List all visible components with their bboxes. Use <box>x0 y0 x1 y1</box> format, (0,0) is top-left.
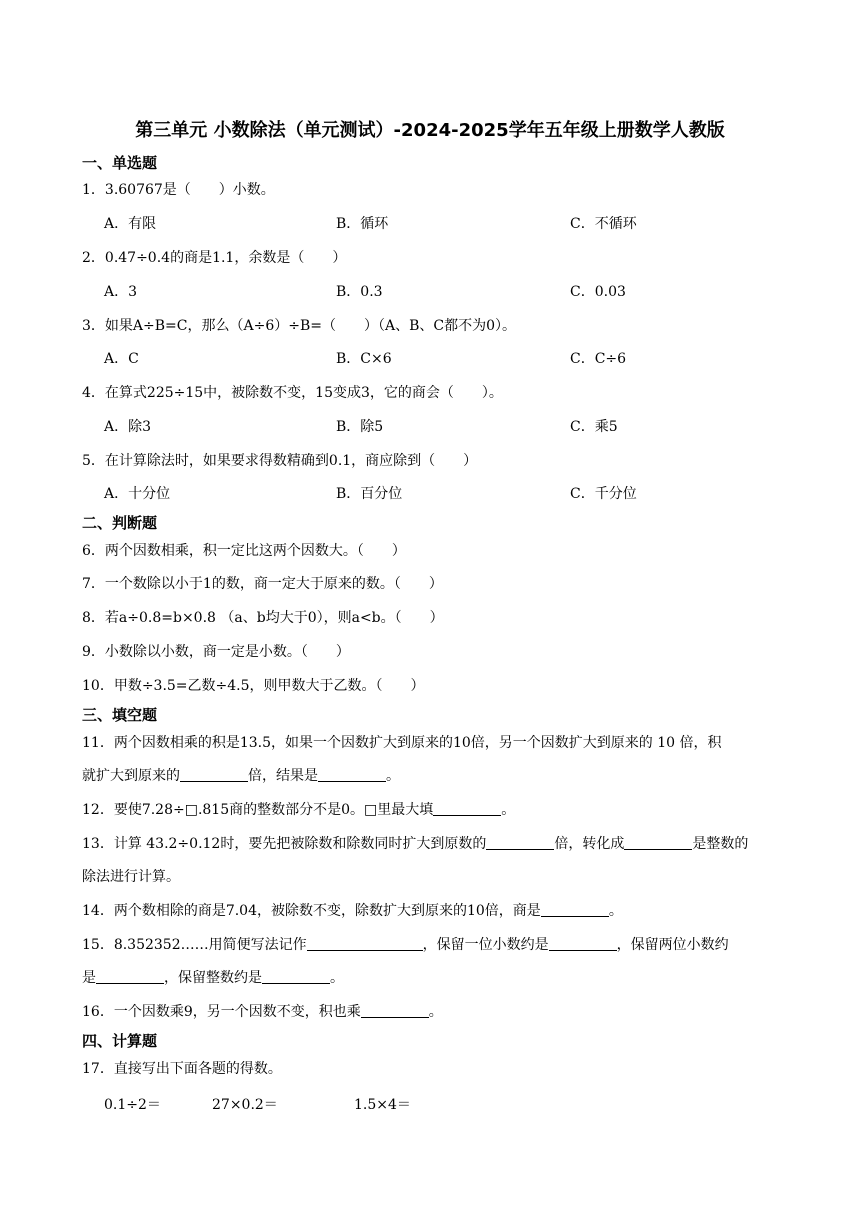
answer-blank[interactable] <box>180 767 248 782</box>
question-11-line-1: 11．两个因数相乘的积是13.5，如果一个因数扩大到原来的10倍，另一个因数扩大到原来的 10 倍，积 <box>82 735 722 751</box>
section-heading-single-choice: 一、单选题 <box>82 154 158 172</box>
q4-option-b: B．除5 <box>336 419 384 435</box>
answer-blank[interactable] <box>541 902 609 917</box>
question-12 <box>82 800 515 820</box>
q17-expression-3: 1.5×4＝ <box>354 1097 411 1113</box>
question-11-line-2 <box>82 766 400 786</box>
q3-option-a: A．C <box>104 351 139 367</box>
q1-option-c: C．不循环 <box>570 216 637 232</box>
q16-end: 。 <box>428 1004 443 1020</box>
q14-text: 14．两个数相除的商是7.04，被除数不变，除数扩大到原来的10倍，商是 <box>82 903 541 919</box>
question-14 <box>82 901 623 921</box>
question-1: 1．3.60767是（ ）小数。 <box>82 182 275 198</box>
answer-blank[interactable] <box>307 936 423 951</box>
section-heading-calculation: 四、计算题 <box>82 1032 158 1050</box>
q2-option-c: C．0.03 <box>570 284 626 300</box>
answer-blank[interactable] <box>433 801 501 816</box>
question-15-line-1 <box>82 935 729 955</box>
question-3: 3．如果A÷B=C，那么（A÷6）÷B=（ ）（A、B、C都不为0）。 <box>82 318 516 334</box>
question-5: 5．在计算除法时，如果要求得数精确到0.1，商应除到（ ） <box>82 453 478 469</box>
q15-text-f: 。 <box>330 970 344 986</box>
q11-text-c: 。 <box>386 768 400 784</box>
answer-blank[interactable] <box>549 936 617 951</box>
q14-end: 。 <box>608 903 623 919</box>
q1-option-a: A．有限 <box>104 216 157 232</box>
q4-option-c: C．乘5 <box>570 419 618 435</box>
question-7: 7．一个数除以小于1的数，商一定大于原来的数。（ ） <box>82 576 443 592</box>
q13-text-b: 倍，转化成 <box>554 836 625 852</box>
q15-text-a: 15．8.352352……用简便写法记作 <box>82 937 307 953</box>
q11-text-b: 倍，结果是 <box>248 768 318 784</box>
question-8: 8．若a÷0.8=b×0.8 （a、b均大于0），则a<b。（ ） <box>82 610 444 626</box>
q12-end: 。 <box>501 802 516 818</box>
q1-option-b: B．循环 <box>336 216 389 232</box>
q15-text-d: 是 <box>82 970 96 986</box>
question-16 <box>82 1002 443 1022</box>
q3-option-b: B．C×6 <box>336 351 392 367</box>
question-9: 9．小数除以小数，商一定是小数。（ ） <box>82 644 350 660</box>
q17-expression-1: 0.1÷2＝ <box>104 1097 161 1113</box>
answer-blank[interactable] <box>624 835 692 850</box>
q5-option-a: A．十分位 <box>104 486 171 502</box>
q13-text-a: 13．计算 43.2÷0.12时，要先把被除数和除数同时扩大到原数的 <box>82 836 487 852</box>
q15-text-b: ，保留一位小数约是 <box>422 937 549 953</box>
question-10: 10．甲数÷3.5=乙数÷4.5，则甲数大于乙数。（ ） <box>82 678 425 694</box>
q13-text-c: 是整数的 <box>692 836 749 852</box>
section-heading-fill-in: 三、填空题 <box>82 706 158 724</box>
question-13-line-2: 除法进行计算。 <box>82 869 180 885</box>
q5-option-b: B．百分位 <box>336 486 403 502</box>
answer-blank[interactable] <box>318 767 386 782</box>
section-heading-true-false: 二、判断题 <box>82 514 158 532</box>
q17-expression-2: 27×0.2＝ <box>212 1097 278 1113</box>
q12-text: 12．要使7.28÷□.815商的整数部分不是0。□里最大填 <box>82 802 434 818</box>
q11-text-a: 就扩大到原来的 <box>82 768 180 784</box>
question-2: 2．0.47÷0.4的商是1.1，余数是（ ） <box>82 250 347 266</box>
question-17: 17．直接写出下面各题的得数。 <box>82 1061 282 1077</box>
question-6: 6．两个因数相乘，积一定比这两个因数大。（ ） <box>82 543 406 559</box>
q16-text: 16．一个因数乘9，另一个因数不变，积也乘 <box>82 1004 361 1020</box>
q2-option-b: B．0.3 <box>336 284 383 300</box>
answer-blank[interactable] <box>262 969 330 984</box>
answer-blank[interactable] <box>96 969 164 984</box>
q3-option-c: C．C÷6 <box>570 351 627 367</box>
page-title: 第三单元 小数除法（单元测试）-2024-2025学年五年级上册数学人教版 <box>135 120 725 141</box>
answer-blank[interactable] <box>486 835 554 850</box>
q2-option-a: A．3 <box>104 284 138 300</box>
q4-option-a: A．除3 <box>104 419 152 435</box>
answer-blank[interactable] <box>361 1003 429 1018</box>
q5-option-c: C．千分位 <box>570 486 637 502</box>
q15-text-c: ，保留两位小数约 <box>616 937 729 953</box>
question-4: 4．在算式225÷15中，被除数不变，15变成3，它的商会（ ）。 <box>82 385 503 401</box>
question-13-line-1 <box>82 834 748 854</box>
question-15-line-2 <box>82 968 344 988</box>
q15-text-e: ，保留整数约是 <box>164 970 262 986</box>
